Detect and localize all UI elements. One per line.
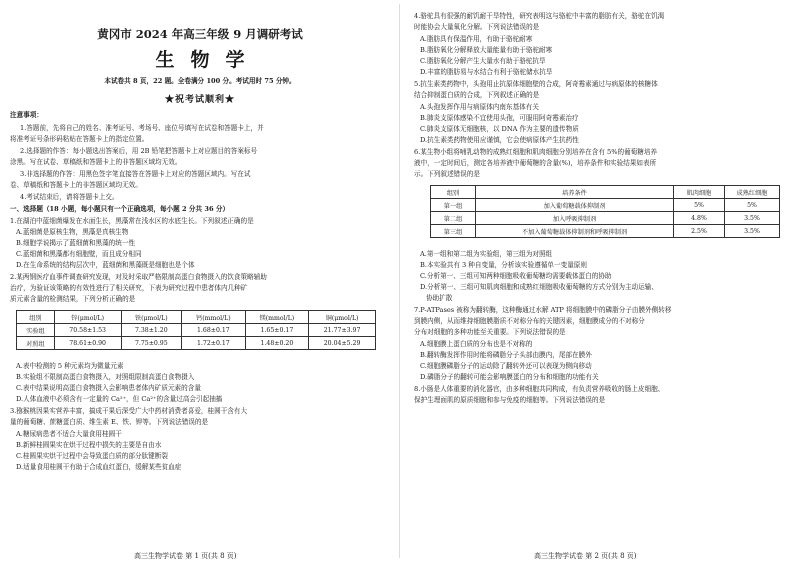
- table-cell: 5%: [725, 199, 780, 212]
- note-2b: 涂黑。写在试卷、草稿纸和答题卡上的非答题区域均无效。: [10, 158, 182, 166]
- q8-stem-1: 8.小肠是人体重要的消化器官，由多种细胞共同构成，有负责营养吸收的肠上皮细胞、: [414, 385, 665, 393]
- table-cell: 5%: [674, 199, 725, 212]
- q2-option-a: A.表中检测的 5 种元素均为微量元素: [16, 362, 124, 370]
- table-cell: 1.72±0.17: [182, 337, 246, 350]
- table-cell: 3.5%: [725, 212, 780, 225]
- table-cell: 对照组: [17, 337, 55, 350]
- q7-option-a: A.细胞膜上蛋白质的分布也是不对称的: [420, 340, 533, 348]
- table-header-cell: 铁(μmol/L): [121, 311, 182, 324]
- q8-stem-2: 保护生理面肌的原质细胞和参与免疫的细胞等。下列说法错误的是: [414, 396, 606, 404]
- good-luck-tag: ★祝考试顺利★: [164, 95, 235, 105]
- q4-stem-2: 时能协会大量氧化分解。下列说法错误的是: [414, 23, 540, 31]
- table-row: [431, 212, 780, 225]
- table-header-cell: 组别: [431, 186, 476, 199]
- q2-stem-3: 质元素含量的检测结果，下列分析正确的是: [10, 295, 136, 303]
- note-2a: 2.选择题的作答：每小题选出答案后，用 2B 铅笔把答题卡上对应题目的答案标号: [20, 147, 258, 155]
- q6-stem-1: 6.某生物小组将哺乳动物的成熟红细胞和肌肉细胞分别培养在含有 5%的葡萄糖培养: [414, 148, 658, 156]
- q3-option-b: B.新鲜桂圆果实在烘干过程中损失的主要是自由水: [16, 441, 162, 449]
- table-cell: 3.5%: [725, 225, 780, 238]
- table-header-cell: 钙(mmol/L): [182, 311, 246, 324]
- note-1a: 1.答题前，先将自己的姓名、准考证号、考场号、座位号填写在试卷和答题卡上，并: [20, 124, 264, 132]
- note-4: 4.考试结束后，请将答题卡上交。: [20, 193, 119, 201]
- q3-stem-2: 量的葡萄糖、蔗糖蛋白质、维生素 E、铁、钾等。下列说法错误的是: [10, 418, 209, 426]
- q6-option-d-cont: 协助扩散: [426, 294, 453, 302]
- table-cell: 实验组: [17, 324, 55, 337]
- q6-table: [430, 185, 780, 238]
- page-divider: [399, 4, 400, 558]
- table-cell: 第一组: [431, 199, 476, 212]
- q5-stem-2: 结合抑制蛋白质的合成，下列叙述正确的是: [414, 91, 540, 99]
- q7-stem-2: 到膜内侧，从而维持细胞膜脂质不对称分布的关键因素，细胞膜成分的不对称分: [414, 317, 645, 325]
- q6-option-b: B.本实验共有 3 种自变量，分析该实验遵循单一变量原则: [420, 261, 587, 269]
- table-cell: 加入呼吸抑制剂: [476, 212, 674, 225]
- q7-option-d: D.磷脂分子的翻转可能会影响膜蛋白的分布和细胞的功能有关: [420, 373, 599, 381]
- table-cell: 1.48±0.20: [245, 337, 309, 350]
- section-1-heading: 一、选择题（18 小题，每小题只有一个正确选项，每小题 2 分共 36 分）: [10, 205, 230, 213]
- q2-option-b: B.实验组不限制高蛋白食物摄入，对照组限制高蛋白食物摄入: [16, 373, 195, 381]
- note-3a: 3.非选择题的作答：用黑色签字笔直接答在答题卡上对应的答题区域内。写在试: [20, 170, 251, 178]
- table-cell: 第三组: [431, 225, 476, 238]
- table-row: [17, 324, 376, 337]
- q7-option-b: B.翻转酶发挥作用时能将磷脂分子头部由膜内，尾部在膜外: [420, 351, 592, 359]
- note-1b: 将准考证号条形码粘贴在答题卡上的指定位置。: [10, 135, 149, 143]
- footer-page-1: 高三生物学试卷 第 1 页(共 8 页): [134, 552, 237, 560]
- table-row: [431, 225, 780, 238]
- table-cell: 2.5%: [674, 225, 725, 238]
- q7-option-c: C.细胞膜磷脂分子的运动除了翻转外还可以表现为侧向移动: [420, 362, 592, 370]
- exam-title: 黄冈市 2024 年高三年级 9 月调研考试: [97, 27, 303, 41]
- q3-option-a: A.糖尿病患者不适合大量食用桂圆干: [16, 430, 122, 438]
- table-cell: 第二组: [431, 212, 476, 225]
- q1-option-b: B.细胞学说揭示了蓝细菌和黑藻的统一性: [16, 239, 136, 247]
- q3-option-c: C.桂圆果实烘干过程中会导致蛋白质的部分肽键断裂: [16, 452, 168, 460]
- q2-stem-2: 治疗，为验证该策略的有效性进行了相关研究，下表为研究过程中患者体内几种矿: [10, 284, 248, 292]
- table-cell: 7.38±1.20: [121, 324, 182, 337]
- table-header-cell: 铜(μmol/L): [309, 311, 376, 324]
- table-cell: 4.8%: [674, 212, 725, 225]
- table-cell: 70.58±1.53: [54, 324, 121, 337]
- table-header-row: [431, 186, 780, 199]
- note-3b: 卷、草稿纸和答题卡上的非答题区域均无效。: [10, 181, 142, 189]
- q5-option-d: D.抗生素类药物使用应谨慎，它会使病原体产生抗药性: [420, 136, 579, 144]
- table-cell: 加入葡萄糖载体抑制剂: [476, 199, 674, 212]
- table-header-row: [17, 311, 376, 324]
- table-header-cell: 肌肉细胞: [674, 186, 725, 199]
- q7-stem-3: 分布对细胞的多种功能至关重要。下列说法错误的是: [414, 328, 566, 336]
- table-cell: 7.75±0.95: [121, 337, 182, 350]
- table-cell: 不加入葡萄糖载体抑制剂和呼吸抑制剂: [476, 225, 674, 238]
- q1-option-d: D.在生命系统的结构层次中，蓝细菌和黑藻既是细胞也是个体: [16, 261, 195, 269]
- table-cell: 21.77±3.97: [309, 324, 376, 337]
- q3-option-d: D.适量食用桂圆干有助于合成血红蛋白，缓解某些贫血症: [16, 463, 182, 471]
- table-header-cell: 培养条件: [476, 186, 674, 199]
- q7-stem-1: 7.P-ATPases 被称为翻转酶，这种酶通过水解 ATP 将细胞膜中的磷脂分子由膜外侧转移: [414, 306, 672, 314]
- q4-option-d: D.丰富的脂肪易与水结合有利于骆驼储水抗旱: [420, 68, 553, 76]
- q5-option-a: A.头孢发挥作用与病原体内南东基体有关: [420, 103, 539, 111]
- q2-option-c: C.表中结果说明高蛋白食物摄入会影响患者体内矿质元素的含量: [16, 384, 201, 392]
- q2-stem-1: 2.某两钢医疗血事件调查研究发现，对及时采取严格限制高蛋白食物摄入的饮食策略辅助: [10, 273, 267, 281]
- q5-option-c: C.肺炎支原体无细胞核，以 DNA 作为主要的遗传物质: [420, 125, 579, 133]
- table-row: [431, 199, 780, 212]
- q3-stem-1: 3.猕猴桃因果实营养丰富，搞成干果后深受广大中药材消费者喜爱，桂圆干含有大: [10, 407, 248, 415]
- table-cell: 78.61±0.90: [54, 337, 121, 350]
- q5-option-b: B.肺炎支原体感染不宜使用头孢，可服用阿奇霉素治疗: [420, 114, 579, 122]
- q1-stem: 1.在湖泊中蓝细菌爆发在水面生长，黑藻常在浅水区的水底生长。下列叙述正确的是: [10, 217, 254, 225]
- q6-option-d: D.分析第一、三组可知肌肉细胞和成熟红细胞吸收葡萄糖的方式分别为主动运输、: [420, 283, 658, 291]
- q1-option-c: C.蓝细菌和黑藻都有细胞壁，而且成分相同: [16, 250, 142, 258]
- q1-option-a: A.蓝细菌是原核生物，黑藻是真核生物: [16, 228, 129, 236]
- table-cell: 1.65±0.17: [245, 324, 309, 337]
- q4-option-a: A.脂肪具有保温作用，有助于骆驼耐寒: [420, 35, 533, 43]
- subject-title: 生物学: [155, 49, 261, 71]
- q6-stem-3: 示。下列叙述错误的是: [414, 170, 480, 178]
- table-header-cell: 成熟红细胞: [725, 186, 780, 199]
- footer-page-2: 高三生物学试卷 第 2 页(共 8 页): [534, 552, 637, 560]
- table-header-cell: 组别: [17, 311, 55, 324]
- table-cell: 20.04±5.29: [309, 337, 376, 350]
- table-header-cell: 镁(mmol/L): [245, 311, 309, 324]
- q5-stem-1: 5.抗生素类药物中，头孢用止抗原体细胞壁的合成，阿奇霉素通过与病原体的核糖体: [414, 80, 658, 88]
- q6-option-c: C.分析第一、三组可知两种细胞吸收葡萄糖均需要载体蛋白的协助: [420, 272, 612, 280]
- q4-stem-1: 4.骆驼具有很强的耐饥耐干旱特性，研究表明这与骆驼中丰富的脂肪有关，骆驼在饥渴: [414, 12, 665, 20]
- q2-table: [16, 310, 376, 350]
- exam-meta: 本试卷共 8 页，22 题。全卷满分 100 分。考试用时 75 分钟。: [104, 77, 296, 85]
- table-header-cell: 锌(μmol/L): [54, 311, 121, 324]
- table-cell: 1.68±0.17: [182, 324, 246, 337]
- q4-option-b: B.脂肪氧化分解释放大量能量有助于骆驼耐寒: [420, 46, 553, 54]
- table-row: [17, 337, 376, 350]
- q4-option-c: C.脂肪氧化分解产生大量水有助于骆驼抗旱: [420, 57, 546, 65]
- page-1: [6, 0, 388, 562]
- notes-heading: 注意事项：: [10, 111, 43, 119]
- q2-option-d: D.人体血液中必须含有一定量的 Ca²⁺，但 Ca²⁺的含量过高会引起抽搐: [16, 395, 223, 403]
- page-2: [410, 0, 792, 562]
- q6-stem-2: 液中，一定时间后，测定各培养液中葡萄糖的含量(%)，培养条件和实验结果如表所: [414, 159, 657, 167]
- q6-option-a: A.第一组和第二组为实验组，第三组为对照组: [420, 250, 553, 258]
